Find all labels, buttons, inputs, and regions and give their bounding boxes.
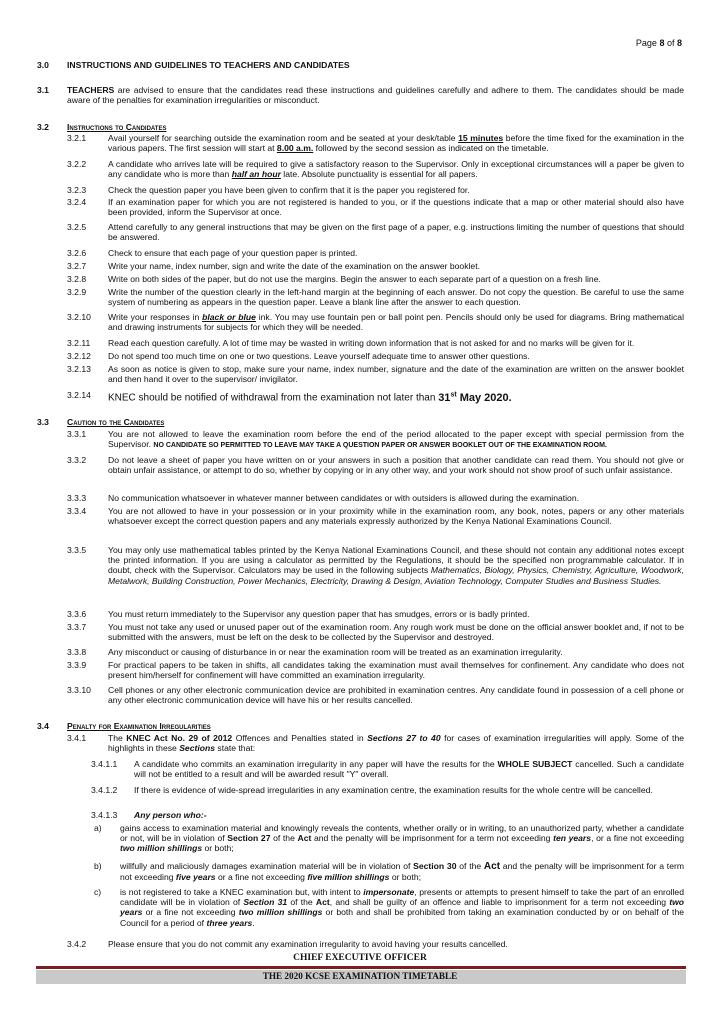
signoff: CHIEF EXECUTIVE OFFICER xyxy=(293,953,427,963)
document-page: Page 8 of 8 3.0 INSTRUCTIONS AND GUIDELINES TO TEACHERS AND CANDIDATES 3.1 TEACHERS are advised to ensure that the candidates read these instructions and guidelines carefully and adhere to them. The candidates should be made aware of the penalties for examination irregularities or misconduct. 3.2 Instructions to Candidates 3.2.1 Avail yourself for searching outside the examination room and be seated at your desk/table 15 minutes before the time fixed for the examination in the various papers. The first session will start at 8.00 a.m. followed by the second session as indicated on the timetable. 3.2.2 A candidate who arrives late will be required to give a satisfactory reason to the Supervisor. Only in exceptional circumstances will a paper be given to any candidate who is more than half an hour late. Absolute punctuality is essential for all papers. 3.2.3 Check the question paper you have been given to confirm that it is the paper you registered for. 3.2.4 If an examination paper for which you are not registered is handed to you, or if the questions indicate that a map or other material should also have been provided, inform the Supervisor at once. 3.2.5 Attend carefully to any general instructions that may be given on the first page of a paper, e.g. instructions limiting the number of questions that should be answered. 3.2.6 Check to ensure that each page of your question paper is printed. 3.2.7 Write your name, index number, sign and write the date of the examination on the answer booklet. 3.2.8 Write on both sides of the paper, but do not use the margins. Begin the answer to each separate part of a question on a fresh line. 3.2.9 Write the number of the question clearly in the left-hand margin at the beginning of each answer. Do not copy the question. Be careful to use the same system of numbering as appears in the question paper. Leave a blank line after the answer to each question. 3.2.10 Write your responses in black or blue ink. You may use fountain pen or ball point pen. Pencils should only be used for diagrams. Bring mathematical and drawing instruments for subjects for which they will be needed. 3.2.11 Read each question carefully. A lot of time may be wasted in writing down information that is not asked for and no marks will be given for it. 3.2.12 Do not spend too much time on one or two questions. Leave yourself adequate time to answer other questions. 3.2.13 As soon as notice is given to stop, make sure your name, index number, signature and the date of the examination are written on the answer booklet and then hand it over to the supervisor/ invigilator. 3.2.14 KNEC should be notified of withdrawal from the examination not later than 31st May 2020. 3.3 Caution to the Candidates 3.3.1 You are not allowed to leave the examination room before the end of the period allocated to the paper except with special permission from the Supervisor. NO CANDIDATE SO PERMITTED TO LEAVE MAY TAKE A QUESTION PAPER OR ANSWER BOOKLET OUT OF THE EXAMINATION ROOM. 3.3.2 Do not leave a sheet of paper you have written on or your answers in such a position that another candidate can read them. You should not give or obtain unfair assistance, or attempt to do so, whether by copying or in any other way, and your work should not show proof of such unfair assistance. 3.3.3 No communication whatsoever in whatever manner between candidates or with outsiders is allowed during the examination. 3.3.4 You are not allowed to have in your possession or in your proximity while in the examination room, any book, notes, papers or any other materials whatsoever except the correct question papers and any materials expressly authorized by the Kenya National Examinations Council. 3.3.5 You may only use mathematical tables printed by the Kenya National Examinations Council, and these should not contain any additional notes except the printed information. If you are using a calculator as permitted by the Regulations, it should be the specified non programmable calculator. If in doubt, check with the Supervisor. Calculators may be used in the following subjects Mathematics, Biology, Physics, Chemistry, Agriculture, Woodwork, Metalwork, Building Construction, Power Mechanics, Electricity, Drawing & Design, Aviation Technology, Computer Studies and Business Studies. 3.3.6 You must return immediately to the Supervisor any question paper that has smudges, errors or is badly printed. 3.3.7 You must not take any used or unused paper out of the examination room. Any rough work must be done on the official answer booklet and, if not to be submitted with the answers, must be left on the desk to be collected by the Supervisor and destroyed. 3.3.8 Any misconduct or causing of disturbance in or near the examination room will be treated as an examination irregularity. 3.3.9 For practical papers to be taken in shifts, all candidates taking the examination must avail themselves for confinement. Any candidate who does not present him/herself for confinement will have committed an examination irregularity. 3.3.10 Cell phones or any other electronic communication device are prohibited in examination centres. Any candidate found in possession of a cell phone or any other electronic communication device will have his or her results cancelled. 3.4 Penalty for Examination Irregularities 3.4.1 The KNEC Act No. 29 of 2012 Offences and Penalties stated in Sections 27 to 40 for cases of examination irregularities will apply. Some of the highlights in these Sections state that: 3.4.1.1 A candidate who commits an examination irregularity in any paper will have the results for the WHOLE SUBJECT cancelled. Such a candidate will not be entitled to a result and will be awarded result "Y" overall. 3.4.1.2 If there is evidence of wide-spread irregularities in any examination centre, the examination results for the whole centre will be cancelled. 3.4.1.3 Any person who:- a) gains access to examination material and knowingly reveals the contents, whether orally or in writing, to an unauthorized party, whether a candidate or not, will be in violation of Section 27 of the Act and the penalty will be imprisonment for a term not exceeding ten years, or a fine not exceeding two million shillings or both; b) willfully and maliciously damages examination material will be in violation of Section 30 of the Act and the penalty will be imprisonment for a term not exceeding five years or a fine not exceeding five million shillings or both; c) is not registered to take a KNEC examination but, with intent to impersonate, presents or attempts to present himself to take the part of an enrolled candidate will be in violation of Section 31 of the Act, and shall be guilty of an offence and liable to imprisonment for a term not exceeding two years or a fine not exceeding two million shillings or both and shall be prohibited from taking an examination conducted by or on behalf of the Council for a period of three years. 3.4.2 Please ensure that you do not commit any examination irregularity to avoid having your results cancelled. CHIEF EXECUTIVE OFFICER THE 2020 KCSE EXAMINATION TIMETABLE xyxy=(0,0,720,1025)
footer-rule xyxy=(36,966,686,969)
footer-title: THE 2020 KCSE EXAMINATION TIMETABLE xyxy=(262,971,458,981)
page-number: Page 8 of 8 xyxy=(635,38,682,48)
